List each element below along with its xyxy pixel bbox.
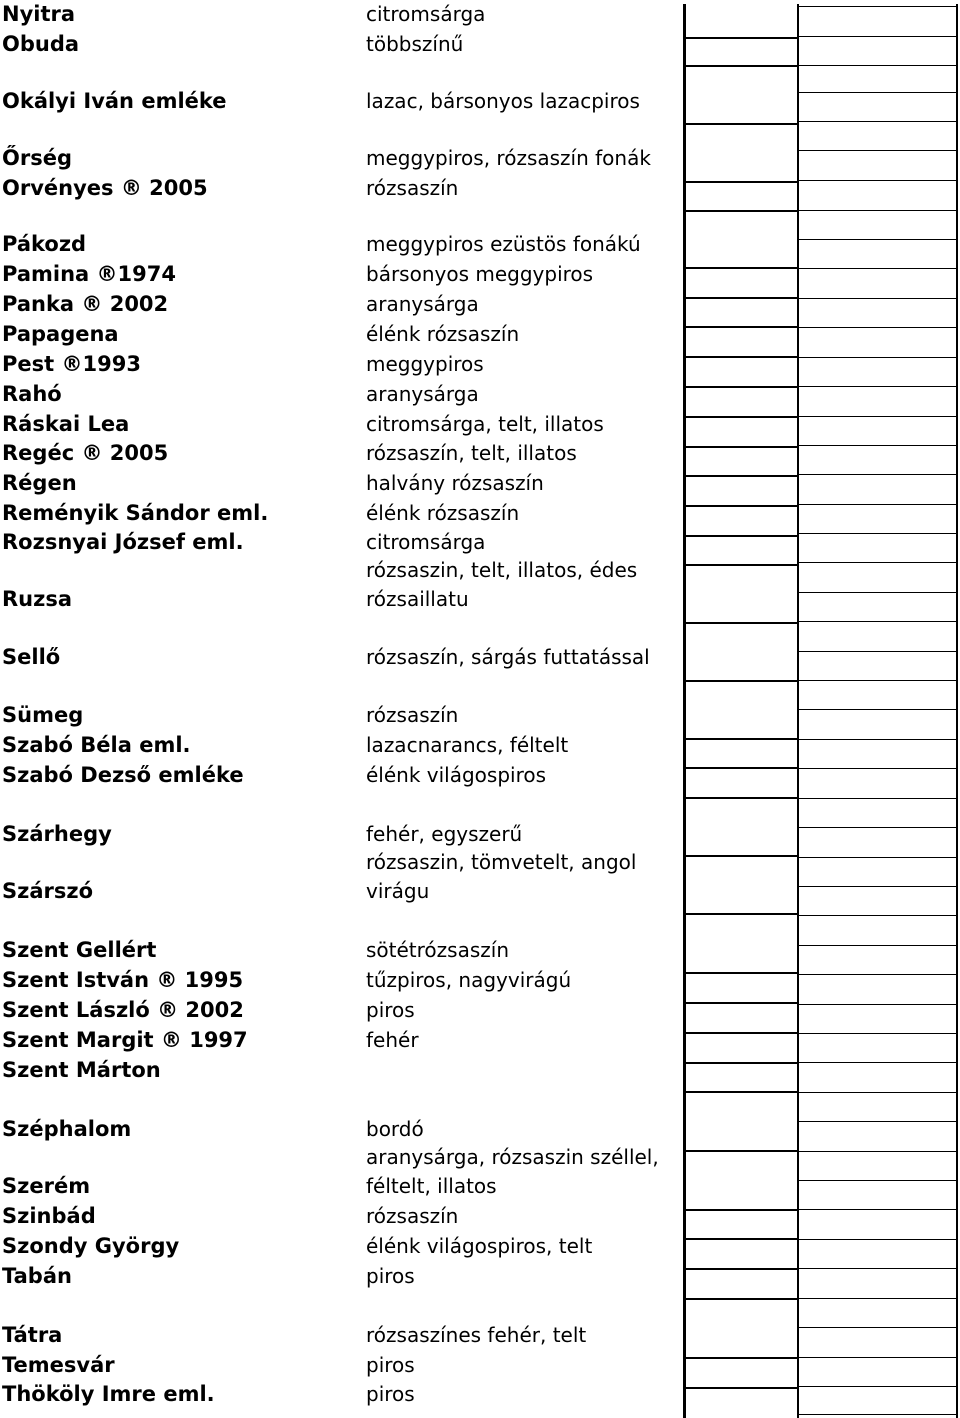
grid-box-rule: [799, 1386, 956, 1387]
variety-description: piros: [366, 1382, 415, 1406]
variety-description: rózsaszin, tömvetelt, angol virágu: [366, 850, 637, 903]
grid-row-rule: [686, 622, 797, 624]
variety-name: Papagena: [2, 322, 119, 346]
table-row: [0, 319, 680, 349]
variety-name: Rahó: [2, 382, 62, 406]
grid-row-rule: [686, 123, 797, 125]
grid-row-rule: [686, 210, 797, 212]
grid-box-rule: [799, 651, 956, 652]
variety-name: Tátra: [2, 1323, 63, 1347]
variety-name: Regéc ® 2005: [2, 441, 169, 465]
table-row: [0, 730, 680, 760]
variety-name: Pákozd: [2, 232, 87, 256]
grid-row-rule: [686, 1209, 797, 1211]
variety-name: Sümeg: [2, 703, 84, 727]
table-row: [0, 850, 680, 906]
variety-name: Rozsnyai József eml.: [2, 530, 244, 554]
grid-box-rule: [799, 1180, 956, 1181]
variety-description: többszínű: [366, 32, 464, 56]
table-row: [0, 143, 680, 173]
grid-box-rule: [799, 1209, 956, 1210]
grid-box-rule: [799, 1062, 956, 1063]
grid-row-rule: [686, 972, 797, 974]
grid-box-rule: [799, 121, 956, 122]
variety-description: piros: [366, 998, 415, 1022]
variety-description: rózsaszín: [366, 176, 459, 200]
variety-description: sötétrózsaszín: [366, 938, 509, 962]
grid-box-rule: [799, 1327, 956, 1328]
grid-row-rule: [686, 535, 797, 537]
variety-description: rózsaszín: [366, 703, 459, 727]
variety-description: meggypiros: [366, 352, 484, 376]
grid-row-rule: [686, 326, 797, 328]
grid-box-rule: [799, 1239, 956, 1240]
grid-row-rule: [686, 855, 797, 857]
grid-left-border: [683, 4, 686, 1418]
grid-box-rule: [799, 6, 956, 7]
table-row: [0, 229, 680, 259]
variety-name: Szabó Dezső emléke: [2, 763, 244, 787]
variety-name: Szabó Béla eml.: [2, 733, 191, 757]
variety-name: Szinbád: [2, 1204, 96, 1228]
grid-box-rule: [799, 239, 956, 240]
variety-name: Tabán: [2, 1264, 72, 1288]
grid-box-rule: [799, 562, 956, 563]
grid-row-rule: [686, 738, 797, 740]
variety-name: Obuda: [2, 32, 80, 56]
grid-right-border: [956, 4, 958, 1418]
grid-box-rule: [799, 1357, 956, 1358]
grid-box-rule: [799, 798, 956, 799]
table-row: [0, 1025, 680, 1055]
grid-box-rule: [799, 857, 956, 858]
grid-row-rule: [686, 267, 797, 269]
grid-row-rule: [686, 564, 797, 566]
grid-box-rule: [799, 65, 956, 66]
variety-description: lazac, bársonyos lazacpiros: [366, 89, 640, 113]
grid-box-rule: [799, 1151, 956, 1152]
table-row: [0, 935, 680, 965]
table-row: [0, 289, 680, 319]
variety-description: rózsaszin, telt, illatos, édes rózsaillatu: [366, 558, 638, 611]
grid-row-rule: [686, 475, 797, 477]
table-row: [0, 1055, 680, 1085]
grid-row-rule: [686, 416, 797, 418]
table-row: [0, 995, 680, 1025]
variety-name: Szent László ® 2002: [2, 998, 244, 1022]
grid-box-rule: [799, 1414, 956, 1415]
variety-name: Ruzsa: [2, 587, 73, 611]
table-row: [0, 86, 680, 116]
variety-name: Sellő: [2, 645, 61, 669]
grid-row-rule: [686, 386, 797, 388]
table-row: [0, 1145, 680, 1201]
table-row: [0, 760, 680, 790]
variety-description: halvány rózsaszín: [366, 471, 544, 495]
table-row: [0, 1261, 680, 1291]
table-row: [0, 1114, 680, 1144]
variety-name: Szárhegy: [2, 822, 112, 846]
variety-description: bársonyos meggypiros: [366, 262, 594, 286]
table-row: [0, 819, 680, 849]
grid-row-rule: [686, 65, 797, 67]
grid-box-rule: [799, 327, 956, 328]
table-row: [0, 379, 680, 409]
grid-box-rule: [799, 621, 956, 622]
variety-name: Szárszó: [2, 879, 94, 903]
variety-name: Széphalom: [2, 1117, 132, 1141]
table-row: [0, 558, 680, 614]
grid-box-rule: [799, 386, 956, 387]
variety-description: aranysárga: [366, 382, 479, 406]
table-row: [0, 29, 680, 59]
variety-description: citromsárga: [366, 530, 486, 554]
table-row: [0, 498, 680, 528]
grid-box-rule: [799, 36, 956, 37]
grid-row-rule: [686, 37, 797, 39]
variety-description: élénk rózsaszín: [366, 322, 520, 346]
grid-box-rule: [799, 827, 956, 828]
grid-box-rule: [799, 445, 956, 446]
grid-box-rule: [799, 416, 956, 417]
variety-description: citromsárga: [366, 2, 486, 26]
variety-name: Temesvár: [2, 1353, 115, 1377]
variety-description: fehér, egyszerű: [366, 822, 523, 846]
grid-row-rule: [686, 1298, 797, 1300]
variety-name: Pest ®1993: [2, 352, 141, 376]
grid-box-rule: [799, 210, 956, 211]
variety-name: Szondy György: [2, 1234, 180, 1258]
table-row: [0, 1231, 680, 1261]
grid-box-rule: [799, 1268, 956, 1269]
variety-name: Szerém: [2, 1174, 91, 1198]
grid-box-rule: [799, 739, 956, 740]
variety-name: Régen: [2, 471, 77, 495]
table-row: [0, 173, 680, 203]
variety-name: Pamina ®1974: [2, 262, 176, 286]
grid-row-rule: [686, 297, 797, 299]
table-row: [0, 349, 680, 379]
variety-description: rózsaszín, telt, illatos: [366, 441, 577, 465]
variety-name: Panka ® 2002: [2, 292, 169, 316]
grid-box-rule: [799, 915, 956, 916]
variety-name: Ráskai Lea: [2, 412, 130, 436]
grid-box-rule: [799, 768, 956, 769]
variety-name: Thököly Imre eml.: [2, 1382, 215, 1406]
grid-box-rule: [799, 298, 956, 299]
grid-box-rule: [799, 1004, 956, 1005]
variety-description: élénk világospiros: [366, 763, 547, 787]
table-row: [0, 1320, 680, 1350]
variety-name: Okályi Iván emléke: [2, 89, 227, 113]
variety-description: aranysárga, rózsaszin széllel, féltelt, illatos: [366, 1145, 659, 1198]
variety-description: lazacnarancs, féltelt: [366, 733, 569, 757]
variety-description: rózsaszín: [366, 1204, 459, 1228]
variety-name: Orvényes ® 2005: [2, 176, 208, 200]
grid-row-rule: [686, 1357, 797, 1359]
variety-name: Őrség: [2, 146, 72, 170]
grid-row-rule: [686, 1002, 797, 1004]
variety-description: tűzpiros, nagyvirágú: [366, 968, 572, 992]
variety-description: piros: [366, 1264, 415, 1288]
table-row: [0, 259, 680, 289]
grid-row-rule: [686, 913, 797, 915]
variety-description: élénk világospiros, telt: [366, 1234, 593, 1258]
grid-box-rule: [799, 886, 956, 887]
grid-box-rule: [799, 357, 956, 358]
table-row: [0, 1379, 680, 1409]
variety-name: Nyitra: [2, 2, 76, 26]
variety-name: Szent Gellért: [2, 938, 157, 962]
table-row: [0, 409, 680, 439]
grid-row-rule: [686, 356, 797, 358]
variety-description: aranysárga: [366, 292, 479, 316]
table-row: [0, 527, 680, 557]
variety-name: Szent Margit ® 1997: [2, 1028, 248, 1052]
grid-row-rule: [686, 1062, 797, 1064]
variety-name: Szent István ® 1995: [2, 968, 244, 992]
table-row: [0, 965, 680, 995]
grid-row-rule: [686, 797, 797, 799]
grid-box-rule: [799, 533, 956, 534]
grid-box-rule: [799, 1121, 956, 1122]
grid-box-rule: [799, 709, 956, 710]
grid-box-rule: [799, 1298, 956, 1299]
grid-row-rule: [686, 1150, 797, 1152]
variety-description: citromsárga, telt, illatos: [366, 412, 604, 436]
grid-box-rule: [799, 945, 956, 946]
grid-box-rule: [799, 180, 956, 181]
grid-row-rule: [686, 1091, 797, 1093]
grid-row-rule: [686, 181, 797, 183]
table-row: [0, 700, 680, 730]
table-row: [0, 0, 680, 29]
grid-box-rule: [799, 92, 956, 93]
grid-box-rule: [799, 592, 956, 593]
grid-row-rule: [686, 1238, 797, 1240]
table-row: [0, 468, 680, 498]
grid-row-rule: [686, 1387, 797, 1389]
grid-box-rule: [799, 1033, 956, 1034]
grid-row-rule: [686, 1268, 797, 1270]
grid-row-rule: [686, 446, 797, 448]
variety-description: bordó: [366, 1117, 424, 1141]
grid-row-rule: [686, 1032, 797, 1034]
grid-box-rule: [799, 974, 956, 975]
grid-box-rule: [799, 474, 956, 475]
variety-name: Szent Márton: [2, 1058, 161, 1082]
grid-box-rule: [799, 680, 956, 681]
grid-box-rule: [799, 504, 956, 505]
grid-middle-border: [797, 4, 799, 1418]
variety-description: meggypiros ezüstös fonákú: [366, 232, 641, 256]
table-row: [0, 438, 680, 468]
variety-description: élénk rózsaszín: [366, 501, 520, 525]
variety-description: rózsaszínes fehér, telt: [366, 1323, 587, 1347]
variety-description: rózsaszín, sárgás futtatással: [366, 645, 650, 669]
variety-description: fehér: [366, 1028, 419, 1052]
table-row: [0, 1350, 680, 1380]
grid-row-rule: [686, 505, 797, 507]
grid-row-rule: [686, 767, 797, 769]
variety-description: meggypiros, rózsaszín fonák: [366, 146, 651, 170]
grid-box-rule: [799, 150, 956, 151]
grid-box-rule: [799, 268, 956, 269]
table-row: [0, 642, 680, 672]
table-row: [0, 1201, 680, 1231]
grid-box-rule: [799, 1092, 956, 1093]
variety-description: piros: [366, 1353, 415, 1377]
variety-name: Reményik Sándor eml.: [2, 501, 269, 525]
grid-row-rule: [686, 680, 797, 682]
